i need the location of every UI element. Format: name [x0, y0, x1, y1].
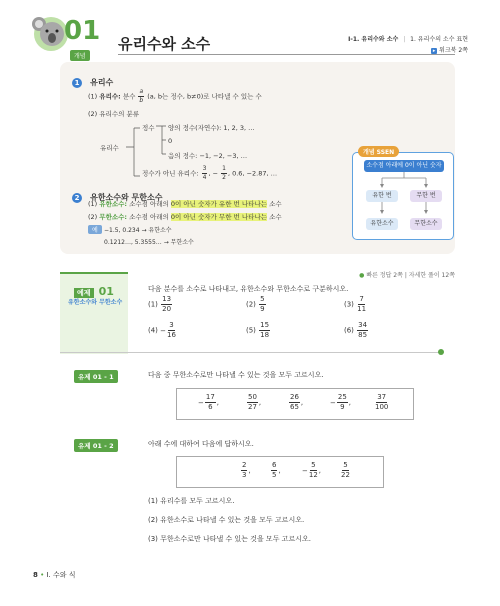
example-item-fraction	[258, 321, 271, 339]
breadcrumb-sub: 1. 유리수의 소수 표현	[410, 36, 468, 43]
comma: ,	[258, 398, 262, 407]
ssen-infinite-decimal: 무한소수	[410, 218, 442, 230]
example-item	[148, 296, 173, 313]
ssen-tag: 개념 SSEN	[358, 146, 399, 157]
exercise-2-item-numerator: 5	[343, 461, 348, 469]
tree-nonint-tail: , 0.6, −2.87, …	[227, 169, 278, 178]
example-question: 다음 분수를 소수로 나타내고, 유한소수와 무한소수로 구분하시오.	[148, 285, 349, 293]
ssen-finite-count: 유한 번	[366, 190, 398, 202]
example-item-sign: −	[160, 326, 167, 335]
section-1-heading	[72, 70, 113, 89]
tree-nonint-frac2-n: 1	[222, 165, 226, 172]
exercise-2-item	[340, 462, 351, 479]
example-item-numerator: 7	[359, 295, 364, 303]
exercise-2-item-denominator: 12	[308, 471, 318, 479]
exercise-1-badge: 유제 01 - 1	[74, 370, 118, 383]
exercise-1-item-fraction	[246, 393, 262, 411]
example-item-frac	[259, 296, 265, 313]
comma: ,	[278, 466, 281, 475]
tree-root: 유리수	[100, 144, 119, 152]
exercise-1-item-denominator: 65	[290, 403, 299, 411]
exercise-2-item-numerator: 5	[311, 461, 316, 469]
page-number: 8	[33, 571, 38, 579]
example-badge-label: 예제	[74, 288, 94, 298]
example-item-label: (5)	[246, 326, 256, 335]
exercise-1-item-numerator: 26	[290, 393, 299, 401]
exercise-2-item-sign: −	[302, 466, 308, 475]
example-meta	[359, 270, 455, 279]
exercise-2-item	[270, 462, 281, 479]
def1-prefix: (1)	[88, 92, 98, 101]
example-item-numerator: 13	[162, 295, 172, 303]
def3-text-a: 소수점 아래의	[129, 213, 169, 221]
breadcrumb	[348, 34, 468, 43]
page-title: 유리수와 소수	[118, 35, 211, 53]
exercise-1-item-denominator: 6	[208, 403, 213, 411]
example-item-fraction	[356, 321, 369, 339]
exercise-1-item-denominator: 27	[248, 403, 257, 411]
example-item-denominator: 9	[260, 305, 265, 313]
exercise-1-item-numerator: 17	[205, 393, 215, 401]
exercise-1-item-denominator: 100	[375, 403, 389, 411]
example-item	[344, 322, 369, 339]
ssen-infinite-count: 무한 번	[410, 190, 442, 202]
tree-nonint-frac1-n: 3	[202, 165, 207, 172]
breadcrumb-separator: |	[403, 36, 406, 43]
workbook-arrow-icon: ▸	[432, 48, 436, 54]
workbook-ref-label: 워크북 2쪽	[439, 47, 468, 54]
example-item-denominator: 16	[167, 331, 176, 339]
example-item-frac	[167, 322, 176, 339]
title-underline	[118, 54, 455, 55]
example-line-1: −1.5, 0.234 → 유한소수	[104, 227, 172, 234]
exercise-1-item-frac	[337, 394, 348, 411]
example-line-2: 0.1212…, 5.3555… → 무한소수	[104, 239, 194, 246]
def2-text-a: 소수점 아래의	[129, 200, 169, 208]
exercise-1-item-fraction	[198, 393, 220, 411]
def1-label: 유리수:	[99, 92, 121, 101]
section-1-title: 유리수	[90, 78, 114, 87]
def1-fraction-numerator: a	[139, 88, 144, 95]
exercise-2-item	[240, 462, 251, 479]
tree-non-integer	[142, 166, 277, 181]
tree-nonint-label: 정수가 아닌 유리수:	[142, 169, 199, 178]
example-item-denominator: 11	[357, 305, 367, 313]
def2-label: 유한소수:	[99, 200, 128, 208]
section-1-number: 1	[72, 78, 82, 88]
exercise-1-item-numerator: 50	[248, 393, 257, 401]
exercise-2-item-frac	[309, 462, 318, 479]
example-badge-number: 01	[98, 285, 114, 298]
exercise-1-question: 다음 중 무한소수로만 나타낼 수 있는 것을 모두 고르시오.	[148, 371, 324, 379]
example-item-frac	[161, 296, 172, 313]
exercise-2-sub-3: (3) 무한소수로만 나타낼 수 있는 것을 모두 고르시오.	[148, 535, 311, 543]
exercise-2-badge: 유제 01 - 2	[74, 439, 118, 452]
exercise-2-sub-2: (2) 유한소수로 나타낼 수 있는 것을 모두 고르시오.	[148, 516, 305, 524]
ssen-finite-decimal: 유한소수	[366, 218, 398, 230]
comma: ,	[248, 466, 251, 475]
classification-heading: (2) 유리수의 분류	[88, 110, 140, 118]
def1-fraction-denominator: b	[139, 97, 144, 104]
rational-definition	[88, 89, 262, 104]
example-item-fraction	[160, 295, 173, 313]
section-2-number: 2	[72, 193, 82, 203]
meta-dot-icon: ●	[359, 272, 365, 279]
exercise-1-item	[288, 394, 303, 411]
exercise-1-item	[246, 394, 261, 411]
exercise-1-item-fraction	[374, 393, 389, 411]
example-item-label: (6)	[344, 326, 354, 335]
def1-text-b: (a, b는 정수, b≠0)로 나타낼 수 있는 수	[147, 92, 262, 101]
exercise-1-item	[374, 394, 389, 411]
exercise-2-item-fraction	[302, 461, 322, 479]
footer-dot: •	[40, 571, 45, 579]
workbook-ref[interactable]	[431, 45, 468, 54]
example-item-numerator: 34	[358, 321, 368, 329]
ssen-top-node: 소수점 아래에 0이 아닌 숫자	[364, 160, 444, 172]
comma: ,	[300, 398, 304, 407]
example-item-numerator: 5	[260, 295, 265, 303]
exercise-1-item-numerator: 37	[377, 393, 387, 401]
example-end-dot	[438, 349, 444, 355]
exercise-1-item	[330, 394, 351, 411]
exercise-2-item-denominator: 3	[242, 471, 247, 479]
infinite-decimal-def	[88, 212, 282, 221]
example-topic: 유한소수와 무한소수	[68, 299, 123, 306]
example-item-label: (4)	[148, 326, 158, 335]
example-tag: 예	[88, 225, 102, 234]
example-item	[344, 296, 367, 313]
example-item-denominator: 85	[358, 331, 368, 339]
example-item	[246, 322, 271, 339]
finite-decimal-def	[88, 199, 282, 208]
exercise-2-item-numerator: 6	[272, 461, 277, 469]
exercise-2-item-frac	[241, 462, 247, 479]
def2-prefix: (1)	[88, 200, 98, 208]
exercise-2-item	[302, 462, 321, 479]
tree-integer: 정수	[142, 124, 155, 132]
example-divider	[60, 352, 440, 353]
exercise-1-item-denominator: 9	[340, 403, 345, 411]
example-item	[246, 296, 267, 313]
comma: ,	[216, 398, 220, 407]
exercise-1-item	[198, 394, 219, 411]
exercise-2-item-denominator: 22	[341, 471, 350, 479]
footer-chapter: Ⅰ. 수와 식	[46, 571, 76, 579]
example-item-label: (2)	[246, 300, 256, 309]
tree-negative: 음의 정수: −1, −2, −3, …	[168, 152, 248, 160]
def1-fraction	[138, 89, 144, 104]
example-item-label: (3)	[344, 300, 354, 309]
exercise-1-item-frac	[289, 394, 300, 411]
example-item-frac	[357, 296, 366, 313]
def3-prefix: (2)	[88, 213, 98, 221]
def2-highlight: 0이 아닌 숫자가 유한 번 나타나는	[170, 200, 268, 208]
exercise-1-item-fraction	[288, 393, 304, 411]
lesson-number: 01	[64, 16, 101, 46]
meta-text: 빠른 정답 2쪽 | 자세한 풀이 12쪽	[366, 272, 455, 279]
exercise-1-item-fraction	[330, 393, 352, 411]
example-item-frac	[357, 322, 368, 339]
example-item-denominator: 18	[260, 331, 270, 339]
tree-zero: 0	[168, 137, 173, 145]
tree-positive: 양의 정수(자연수): 1, 2, 3, …	[168, 124, 255, 132]
comma: ,	[318, 466, 322, 475]
footer	[33, 570, 76, 580]
example-item-label: (1)	[148, 300, 158, 309]
exercise-2-item-fraction	[340, 461, 351, 479]
comma: ,	[348, 398, 352, 407]
exercise-1-item-frac	[375, 394, 388, 411]
exercise-1-item-numerator: 25	[337, 393, 347, 401]
exercise-1-item-sign: −	[330, 398, 336, 407]
example-item-fraction	[258, 295, 266, 313]
tree-nonint-frac2	[221, 166, 227, 181]
example-item-numerator: 3	[169, 321, 174, 329]
exercise-2-item-denominator: 5	[272, 471, 277, 479]
lesson-tag: 개념	[70, 50, 90, 61]
tree-nonint-frac1	[202, 166, 208, 181]
def3-highlight: 0이 아닌 숫자가 무한 번 나타나는	[170, 213, 268, 221]
example-item-fraction	[160, 321, 177, 339]
def2-text-b: 소수	[269, 200, 282, 208]
breadcrumb-main: Ⅰ-1. 유리수와 소수	[348, 36, 399, 43]
section-2-title: 유한소수와 무한소수	[90, 193, 163, 202]
def3-label: 무한소수:	[99, 213, 128, 221]
example-item	[148, 322, 177, 339]
exercise-2-item-frac	[271, 462, 277, 479]
exercise-1-item-frac	[205, 394, 216, 411]
exercise-2-item-frac	[341, 462, 350, 479]
example-item-numerator: 15	[260, 321, 270, 329]
tree-nonint-frac1-d: 4	[202, 174, 207, 181]
tree-nonint-frac2-d: 2	[222, 174, 226, 181]
def1-text-a: 분수	[122, 92, 136, 101]
tree-nonint-sep: , −	[208, 169, 219, 178]
example-item-denominator: 20	[162, 305, 172, 313]
exercise-1-item-frac	[247, 394, 258, 411]
exercise-2-question: 아래 수에 대하여 다음에 답하시오.	[148, 440, 254, 448]
example-item-frac	[259, 322, 270, 339]
example-item-fraction	[356, 295, 367, 313]
exercise-1-item-sign: −	[198, 398, 204, 407]
exercise-2-item-numerator: 2	[242, 461, 247, 469]
def3-text-b: 소수	[269, 213, 282, 221]
exercise-2-sub-1: (1) 유리수를 모두 고르시오.	[148, 497, 235, 505]
